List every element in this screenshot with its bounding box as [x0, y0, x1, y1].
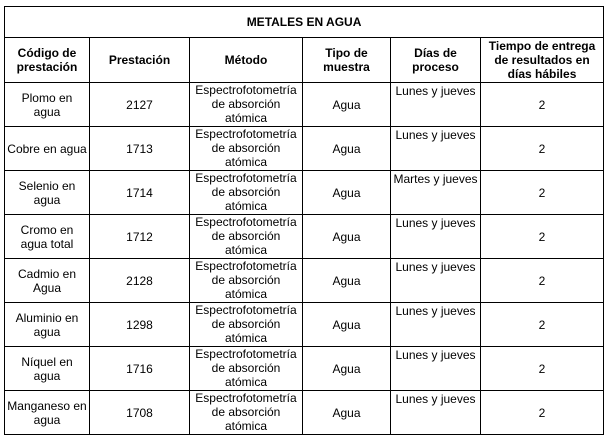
- cell-prestacion: 2127: [90, 83, 190, 127]
- cell-metodo: Espectrofotometría de absorción atómica: [190, 215, 303, 259]
- cell-tipo: Agua: [303, 127, 391, 171]
- cell-code: Manganeso en agua: [5, 391, 90, 435]
- cell-dias: Lunes y jueves: [391, 83, 481, 127]
- cell-tipo: Agua: [303, 303, 391, 347]
- cell-tipo: Agua: [303, 259, 391, 303]
- cell-tipo: Agua: [303, 391, 391, 435]
- cell-metodo: Espectrofotometría de absorción atómica: [190, 171, 303, 215]
- cell-tiempo: 2: [481, 347, 604, 391]
- header-metodo: Método: [190, 38, 303, 83]
- table-row: [5, 215, 604, 259]
- cell-dias: Lunes y jueves: [391, 259, 481, 303]
- table-row: [5, 391, 604, 435]
- table-row: [5, 171, 604, 215]
- cell-tipo: Agua: [303, 83, 391, 127]
- cell-tiempo: 2: [481, 171, 604, 215]
- cell-prestacion: 1712: [90, 215, 190, 259]
- header-tiempo: Tiempo de entrega de resultados en días hábiles: [481, 38, 604, 83]
- table-row: [5, 303, 604, 347]
- cell-code: Aluminio en agua: [5, 303, 90, 347]
- cell-prestacion: 1714: [90, 171, 190, 215]
- cell-dias: Lunes y jueves: [391, 303, 481, 347]
- table-row: [5, 347, 604, 391]
- header-dias: Días de proceso: [391, 38, 481, 83]
- header-prestacion: Prestación: [90, 38, 190, 83]
- cell-metodo: Espectrofotometría de absorción atómica: [190, 127, 303, 171]
- header-row: [5, 38, 604, 83]
- cell-dias: Lunes y jueves: [391, 347, 481, 391]
- cell-tiempo: 2: [481, 127, 604, 171]
- cell-tipo: Agua: [303, 215, 391, 259]
- cell-metodo: Espectrofotometría de absorción atómica: [190, 391, 303, 435]
- cell-metodo: Espectrofotometría de absorción atómica: [190, 259, 303, 303]
- cell-dias: Lunes y jueves: [391, 391, 481, 435]
- cell-tiempo: 2: [481, 83, 604, 127]
- metals-table: [4, 6, 604, 435]
- cell-tiempo: 2: [481, 303, 604, 347]
- cell-code: Cromo en agua total: [5, 215, 90, 259]
- cell-metodo: Espectrofotometría de absorción atómica: [190, 347, 303, 391]
- header-code: Código de prestación: [5, 38, 90, 83]
- cell-dias: Martes y jueves: [391, 171, 481, 215]
- cell-code: Cadmio en Agua: [5, 259, 90, 303]
- cell-tiempo: 2: [481, 259, 604, 303]
- cell-dias: Lunes y jueves: [391, 215, 481, 259]
- table-row: [5, 83, 604, 127]
- table-row: [5, 259, 604, 303]
- cell-metodo: Espectrofotometría de absorción atómica: [190, 303, 303, 347]
- cell-prestacion: 1716: [90, 347, 190, 391]
- header-tipo: Tipo de muestra: [303, 38, 391, 83]
- cell-code: Cobre en agua: [5, 127, 90, 171]
- table-container: [4, 6, 603, 435]
- cell-prestacion: 1298: [90, 303, 190, 347]
- cell-code: Selenio en agua: [5, 171, 90, 215]
- cell-prestacion: 1708: [90, 391, 190, 435]
- cell-tiempo: 2: [481, 391, 604, 435]
- cell-dias: Lunes y jueves: [391, 127, 481, 171]
- cell-code: Plomo en agua: [5, 83, 90, 127]
- cell-code: Níquel en agua: [5, 347, 90, 391]
- cell-tiempo: 2: [481, 215, 604, 259]
- table-row: [5, 127, 604, 171]
- table-title: METALES EN AGUA: [5, 7, 604, 38]
- cell-prestacion: 2128: [90, 259, 190, 303]
- cell-metodo: Espectrofotometría de absorción atómica: [190, 83, 303, 127]
- cell-tipo: Agua: [303, 347, 391, 391]
- cell-prestacion: 1713: [90, 127, 190, 171]
- cell-tipo: Agua: [303, 171, 391, 215]
